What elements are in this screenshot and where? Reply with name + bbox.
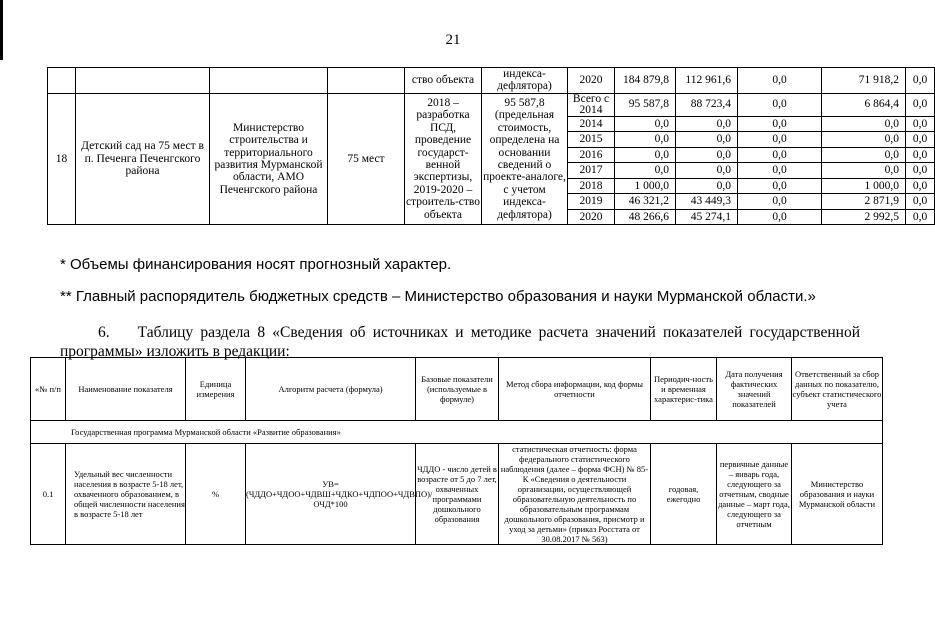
value-cell: 184 879,8: [615, 68, 676, 94]
unit: %: [186, 444, 246, 545]
value-cell: 6 864,4: [822, 93, 906, 116]
value-cell: 88 723,4: [676, 93, 738, 116]
year-cell: 2020: [568, 68, 615, 94]
value-cell: 0,0: [906, 194, 935, 210]
col-header: Метод сбора информации, код формы отчетности: [499, 358, 651, 421]
year-cell: 2017: [568, 163, 615, 179]
value-cell: 0,0: [738, 178, 822, 194]
footnote-budget-manager: ** Главный распорядитель бюджетных средств – Министерство образования и науки Мурманской области.»: [60, 288, 816, 305]
value-cell: 1 000,0: [615, 178, 676, 194]
value-cell: 2 871,9: [822, 194, 906, 210]
paragraph-text: Таблицу раздела 8 «Сведения об источниках и методике расчета значений показателей государственной программы» изложить в редакции:: [60, 324, 860, 360]
cost: 95 587,8 (предельная стоимость, определена на основании сведений о проекте-аналоге, с учетом индекса-дефлятора): [482, 93, 568, 225]
value-cell: 2 992,5: [822, 209, 906, 225]
base-indicators: ЧДДО - число детей в возрасте от 5 до 7 лет, охваченных программами дошкольного образования: [416, 444, 499, 545]
indicator-name: Удельный вес численности населения в возрасте 5-18 лет, охваченного образованием, в общей численности населения в возрасте 5-18 лет: [66, 444, 186, 545]
col-header: Единица измерения: [186, 358, 246, 421]
executor: Министерство строительства и территориального развития Мурманской области, АМО Печенгского района: [210, 93, 328, 225]
value-cell: 0,0: [615, 132, 676, 148]
year-cell: Всего с 2014: [568, 93, 615, 116]
value-cell: 112 961,6: [676, 68, 738, 94]
value-cell: 1 000,0: [822, 178, 906, 194]
periodicity: годовая, ежегодно: [651, 444, 717, 545]
value-cell: 0,0: [676, 163, 738, 179]
value-cell: 0,0: [615, 147, 676, 163]
value-cell: 0,0: [738, 132, 822, 148]
deadline-cell: ство объекта: [405, 68, 482, 94]
value-cell: 0,0: [676, 116, 738, 132]
paragraph-6: [60, 323, 860, 361]
value-cell: 0,0: [738, 194, 822, 210]
year-cell: 2018: [568, 178, 615, 194]
header-row: [31, 358, 883, 421]
data-date: первичные данные – январь года, следующего за отчетным, сводные данные – март года, следующего за отчетным: [717, 444, 792, 545]
col-header: «№ п/п: [31, 358, 66, 421]
value-cell: 0,0: [906, 178, 935, 194]
value-cell: 0,0: [738, 147, 822, 163]
responsible: Министерство образования и науки Мурманской области: [792, 444, 883, 545]
value-cell: 0,0: [822, 147, 906, 163]
col-header: Ответственный за сбор данных по показателю, субъект статистического учета: [792, 358, 883, 421]
value-cell: 0,0: [615, 116, 676, 132]
collection-method: статистическая отчетность: форма федерального статистического наблюдения (далее – форма ФСН) № 85-К «Сведения о деятельности организации, осуществляющей образовательную деятельность по образовательным программам дошкольного образования, присмотр и уход за детьми» (приказ Росстата от 30.08.2017 № 563): [499, 444, 651, 545]
program-title: Государственная программа Мурманской области «Развитие образования»: [31, 421, 883, 444]
value-cell: 71 918,2: [822, 68, 906, 94]
value-cell: 43 449,3: [676, 194, 738, 210]
indicators-table: [30, 357, 883, 545]
value-cell: 0,0: [738, 163, 822, 179]
year-cell: 2020: [568, 209, 615, 225]
value-cell: 48 266,6: [615, 209, 676, 225]
value-cell: 0,0: [676, 147, 738, 163]
object-name: Детский сад на 75 мест в п. Печенга Печенгского района: [76, 93, 210, 225]
value-cell: 46 321,2: [615, 194, 676, 210]
value-cell: 0,0: [822, 132, 906, 148]
value-cell: 0,0: [906, 116, 935, 132]
table-row: [31, 444, 883, 545]
program-row: [31, 421, 883, 444]
value-cell: 0,0: [906, 147, 935, 163]
col-header: Наименование показателя: [66, 358, 186, 421]
value-cell: 45 274,1: [676, 209, 738, 225]
value-cell: 0,0: [906, 163, 935, 179]
page-number: 21: [445, 32, 461, 48]
financing-table: [47, 67, 935, 225]
value-cell: 0,0: [738, 68, 822, 94]
row-number: 0.1: [31, 444, 66, 545]
row-number: 18: [48, 93, 76, 225]
value-cell: 0,0: [738, 209, 822, 225]
year-cell: 2019: [568, 194, 615, 210]
value-cell: 95 587,8: [615, 93, 676, 116]
value-cell: 0,0: [906, 209, 935, 225]
formula: УВ=(ЧДДО+ЧДОО+ЧДВШ+ЧДКО+ЧДПОО+ЧДВПО)/ОЧД*100: [246, 444, 416, 545]
value-cell: 0,0: [676, 132, 738, 148]
value-cell: 0,0: [615, 163, 676, 179]
value-cell: 0,0: [738, 93, 822, 116]
paragraph-number: 6.: [98, 324, 110, 341]
col-header: Базовые показатели (используемые в формуле): [416, 358, 499, 421]
value-cell: 0,0: [906, 132, 935, 148]
col-header: Дата получения фактических значений показателей: [717, 358, 792, 421]
scan-edge-mark: [0, 0, 3, 60]
footnote-forecast: * Объемы финансирования носят прогнозный характер.: [60, 256, 452, 273]
value-cell: 0,0: [906, 68, 935, 94]
value-cell: 0,0: [822, 116, 906, 132]
col-header: Алгоритм расчета (формула): [246, 358, 416, 421]
capacity: 75 мест: [328, 93, 405, 225]
deadline: 2018 – разработка ПСД, проведение государст-венной экспертизы, 2019-2020 – строитель-ство объекта: [405, 93, 482, 225]
value-cell: 0,0: [738, 116, 822, 132]
table-row: [48, 68, 935, 94]
value-cell: 0,0: [906, 93, 935, 116]
cost-cell: индекса- дефлятора): [482, 68, 568, 94]
year-cell: 2016: [568, 147, 615, 163]
value-cell: 0,0: [676, 178, 738, 194]
year-cell: 2015: [568, 132, 615, 148]
value-cell: 0,0: [822, 163, 906, 179]
table-row: [48, 93, 935, 116]
year-cell: 2014: [568, 116, 615, 132]
col-header: Периодич-ность и временная характерис-тика: [651, 358, 717, 421]
